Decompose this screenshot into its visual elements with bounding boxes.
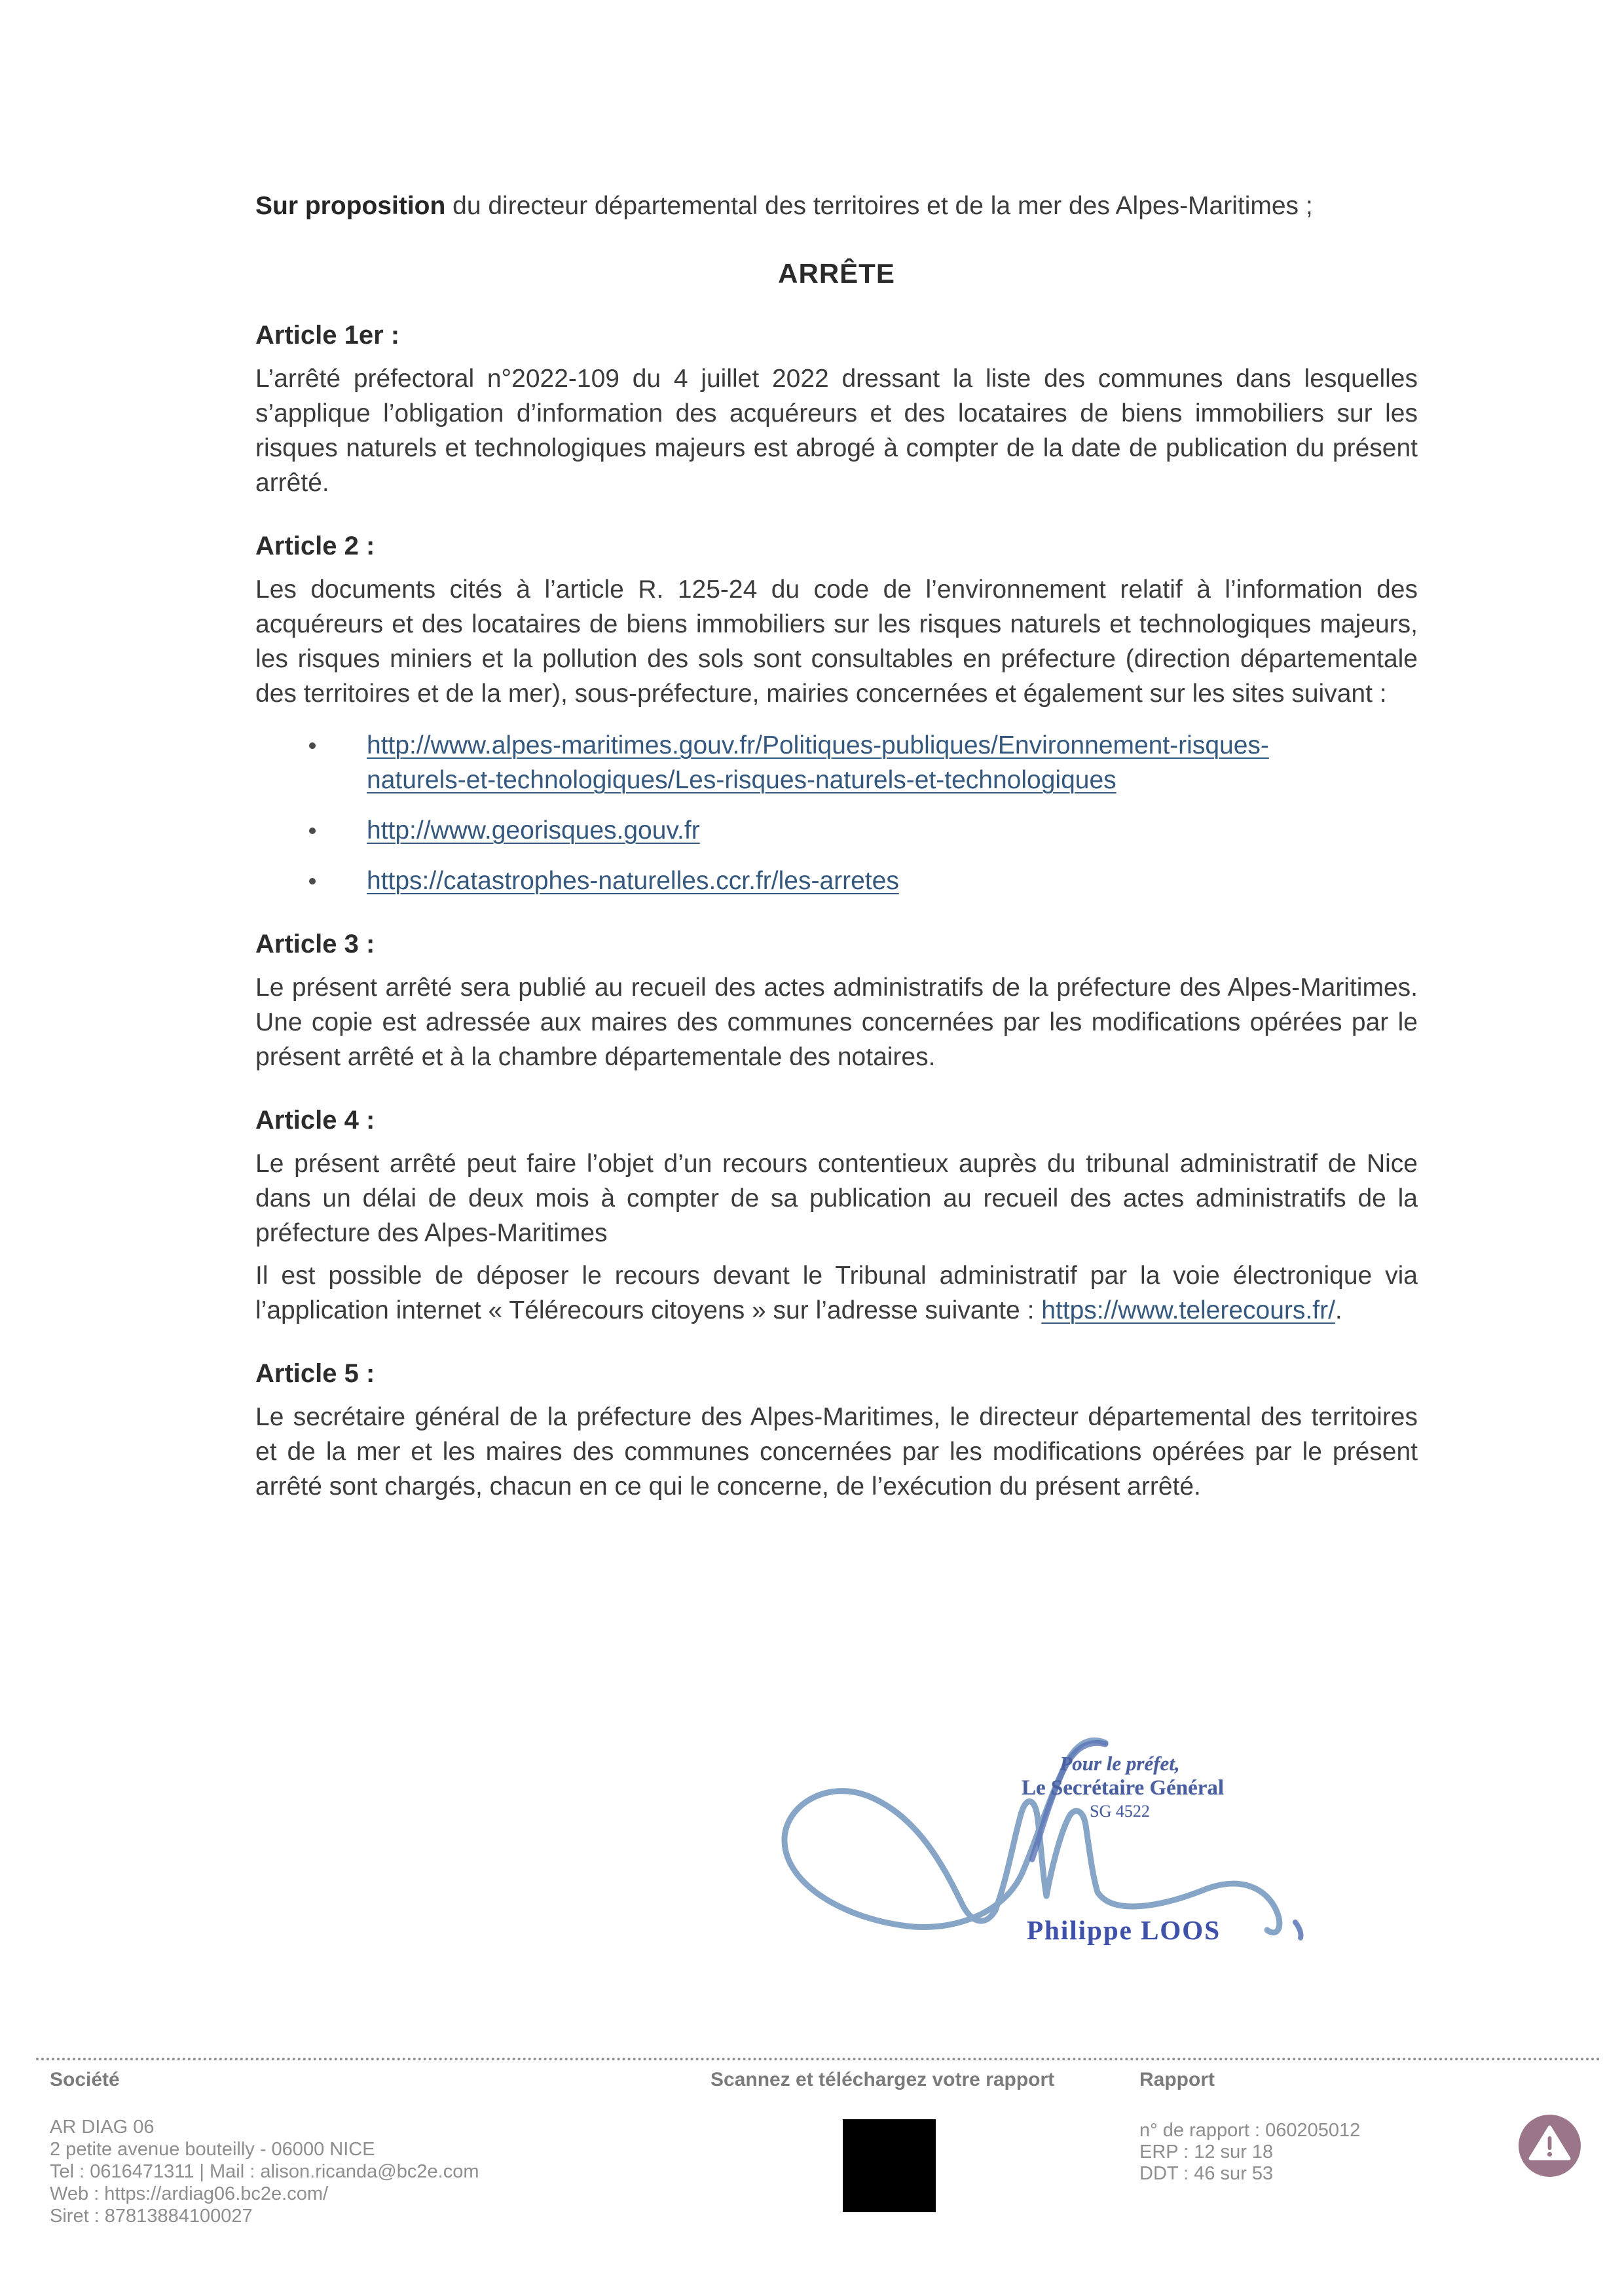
article-3-body: Le présent arrêté sera publié au recueil des actes administratifs de la préfecture des Alpes-Maritimes. Une copie est adressée aux maires des communes concernées par les modifications opérées par le présent arrêté et à la chambre départementale des notaires.	[255, 974, 1418, 1071]
report-ddt: DDT : 46 sur 53	[1139, 2163, 1274, 2184]
report-number: n° de rapport : 060205012	[1139, 2120, 1361, 2141]
footer-company-details	[50, 2116, 639, 2227]
link-catastrophes-naturelles[interactable]: https://catastrophes-naturelles.ccr.fr/les-arretes	[367, 867, 899, 895]
link-georisques-gouv[interactable]: http://www.georisques.gouv.fr	[367, 816, 700, 845]
signature-block	[747, 1734, 1362, 1956]
sites-link-list	[255, 728, 1418, 898]
prefect-stamp	[1022, 1752, 1225, 1823]
company-siret: Siret : 87813884100027	[50, 2206, 253, 2227]
footer-scan-header: Scannez et téléchargez votre rapport	[710, 2069, 1055, 2090]
footer-scan-section	[710, 2069, 1143, 2091]
link-telerecours[interactable]: https://www.telerecours.fr/	[1041, 1296, 1335, 1324]
stamp-line-2: Le Secrétaire Général	[1022, 1776, 1225, 1800]
article-5-body: Le secrétaire général de la préfecture des Alpes-Maritimes, le directeur départemental des territoires et de la mer et les maires des communes concernées par les modifications opérées par le présent arrêté sont chargés, chacun en ce qui le concerne, de l’exécution du présent arrêté.	[255, 1403, 1418, 1501]
footer-divider	[36, 2058, 1601, 2060]
intro-rest: du directeur départemental des territoires et de la mer des Alpes-Maritimes ;	[445, 192, 1313, 220]
article-4-title: Article 4 :	[255, 1106, 375, 1135]
article-2-body: Les documents cités à l’article R. 125-24 du code de l’environnement relatif à l’information des acquéreurs et des locataires de biens immobiliers sur les risques naturels et technologiques majeurs, les risques miniers et la pollution des sols sont consultables en préfecture (direction départementale des territoires et de la mer), sous-préfecture, mairies concernées et également sur les sites suivant :	[255, 575, 1418, 708]
decree-heading: ARRÊTE	[778, 258, 895, 289]
intro-paragraph	[255, 189, 1418, 223]
report-erp: ERP : 12 sur 18	[1139, 2141, 1274, 2162]
list-item	[367, 813, 1356, 848]
article-1-title: Article 1er :	[255, 321, 400, 350]
footer-report-header: Rapport	[1139, 2069, 1215, 2090]
company-address: 2 petite avenue bouteilly - 06000 NICE	[50, 2139, 375, 2160]
company-contact: Tel : 0616471311 | Mail : alison.ricanda@bc2e.com	[50, 2161, 479, 2182]
list-item	[367, 864, 1356, 898]
intro-lead: Sur proposition	[255, 192, 446, 220]
article-4-recours-text: Il est possible de déposer le recours devant le Tribunal administratif par la voie électronique via l’application internet « Télérecours citoyens » sur l’adresse suivante :	[255, 1262, 1418, 1324]
link-alpes-maritimes-gouv[interactable]: http://www.alpes-maritimes.gouv.fr/Politiques-publiques/Environnement-risques-naturels-et-technologiques/Les-risques-naturels-et-technologiques	[367, 731, 1269, 794]
article-5-title: Article 5 :	[255, 1359, 375, 1388]
article-2-title: Article 2 :	[255, 532, 375, 560]
footer-company-header: Société	[50, 2069, 120, 2090]
article-4-suffix: .	[1335, 1296, 1342, 1324]
footer-report-section	[1139, 2069, 1506, 2185]
article-3-title: Article 3 :	[255, 930, 375, 958]
company-name: AR DIAG 06	[50, 2117, 155, 2138]
footer-report-details	[1139, 2120, 1506, 2185]
stamp-line-3: SG 4522	[1090, 1802, 1150, 1821]
warning-triangle-icon	[1519, 2115, 1581, 2177]
company-web: Web : https://ardiag06.bc2e.com/	[50, 2183, 329, 2204]
footer-company-section	[50, 2069, 639, 2227]
qr-code-placeholder	[843, 2119, 936, 2212]
article-4-body: Le présent arrêté peut faire l’objet d’un recours contentieux auprès du tribunal administratif de Nice dans un délai de deux mois à compter de sa publication au recueil des actes administratifs de la préfecture des Alpes-Maritimes	[255, 1150, 1418, 1247]
article-1-body: L’arrêté préfectoral n°2022-109 du 4 juillet 2022 dressant la liste des communes dans lesquelles s’applique l’obligation d’information des acquéreurs et des locataires de biens immobiliers sur les risques naturels et technologiques majeurs est abrogé à compter de la date de publication du présent arrêté.	[255, 365, 1418, 497]
stamp-line-1: Pour le préfet,	[1060, 1752, 1180, 1775]
article-4-body-2	[255, 1258, 1418, 1328]
signatory-name: Philippe LOOS	[1027, 1915, 1221, 1945]
decree-body	[255, 189, 1418, 1504]
list-item	[367, 728, 1356, 797]
